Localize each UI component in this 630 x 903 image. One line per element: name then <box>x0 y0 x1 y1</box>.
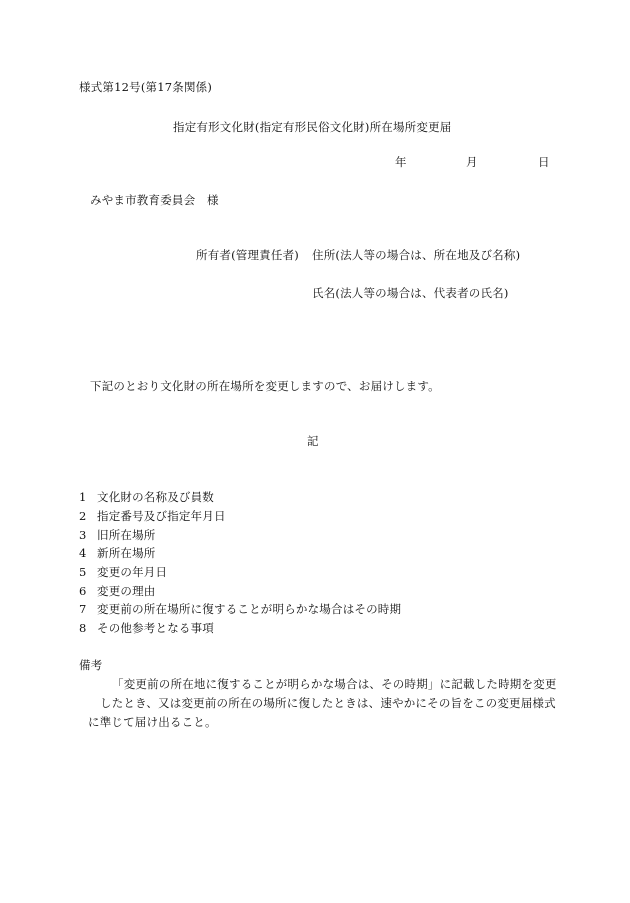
item-text: 文化財の名称及び員数 <box>97 490 214 504</box>
date-day: 日 <box>538 155 550 169</box>
remarks-line: に準じて届け出ること。 <box>88 715 217 729</box>
item-number: 3 <box>79 528 87 542</box>
ki-heading: 記 <box>307 434 319 448</box>
list-item <box>79 623 214 635</box>
item-text: 旧所在場所 <box>97 528 156 542</box>
list-item <box>79 604 401 616</box>
item-number: 5 <box>79 565 87 579</box>
date-year: 年 <box>395 155 407 169</box>
item-number: 6 <box>79 584 87 598</box>
list-item <box>79 530 156 542</box>
addressee: みやま市教育委員会 様 <box>90 193 219 207</box>
item-text: 変更前の所在場所に復することが明らかな場合はその時期 <box>97 602 402 616</box>
owner-label: 所有者(管理責任者) <box>196 248 299 262</box>
remarks-line: 「変更前の所在地に復することが明らかな場合は、その時期」に記載した時期を変更 <box>112 677 557 691</box>
document-title: 指定有形文化財(指定有形民俗文化財)所在場所変更届 <box>173 120 452 134</box>
list-item <box>79 492 214 504</box>
remarks-line: したとき、又は変更前の所在の場所に復したときは、速やかにその旨をこの変更届様式 <box>100 696 556 710</box>
item-text: 新所在場所 <box>97 546 156 560</box>
form-number: 様式第12号(第17条関係) <box>79 80 213 94</box>
statement: 下記のとおり文化財の所在場所を変更しますので、お届けします。 <box>90 379 440 393</box>
item-text: その他参考となる事項 <box>97 621 214 635</box>
name-label: 氏名(法人等の場合は、代表者の氏名) <box>312 286 509 300</box>
list-item <box>79 567 167 579</box>
remarks-heading: 備考 <box>79 658 103 672</box>
item-number: 2 <box>79 509 87 523</box>
item-number: 4 <box>79 546 87 560</box>
item-text: 変更の年月日 <box>97 565 168 579</box>
list-item <box>79 586 156 598</box>
item-text: 変更の理由 <box>97 584 156 598</box>
item-number: 7 <box>79 602 87 616</box>
list-item <box>79 511 226 523</box>
item-number: 8 <box>79 621 87 635</box>
date-month: 月 <box>466 155 478 169</box>
address-label: 住所(法人等の場合は、所在地及び名称) <box>312 248 521 262</box>
item-number: 1 <box>79 490 87 504</box>
item-text: 指定番号及び指定年月日 <box>97 509 226 523</box>
list-item <box>79 548 156 560</box>
